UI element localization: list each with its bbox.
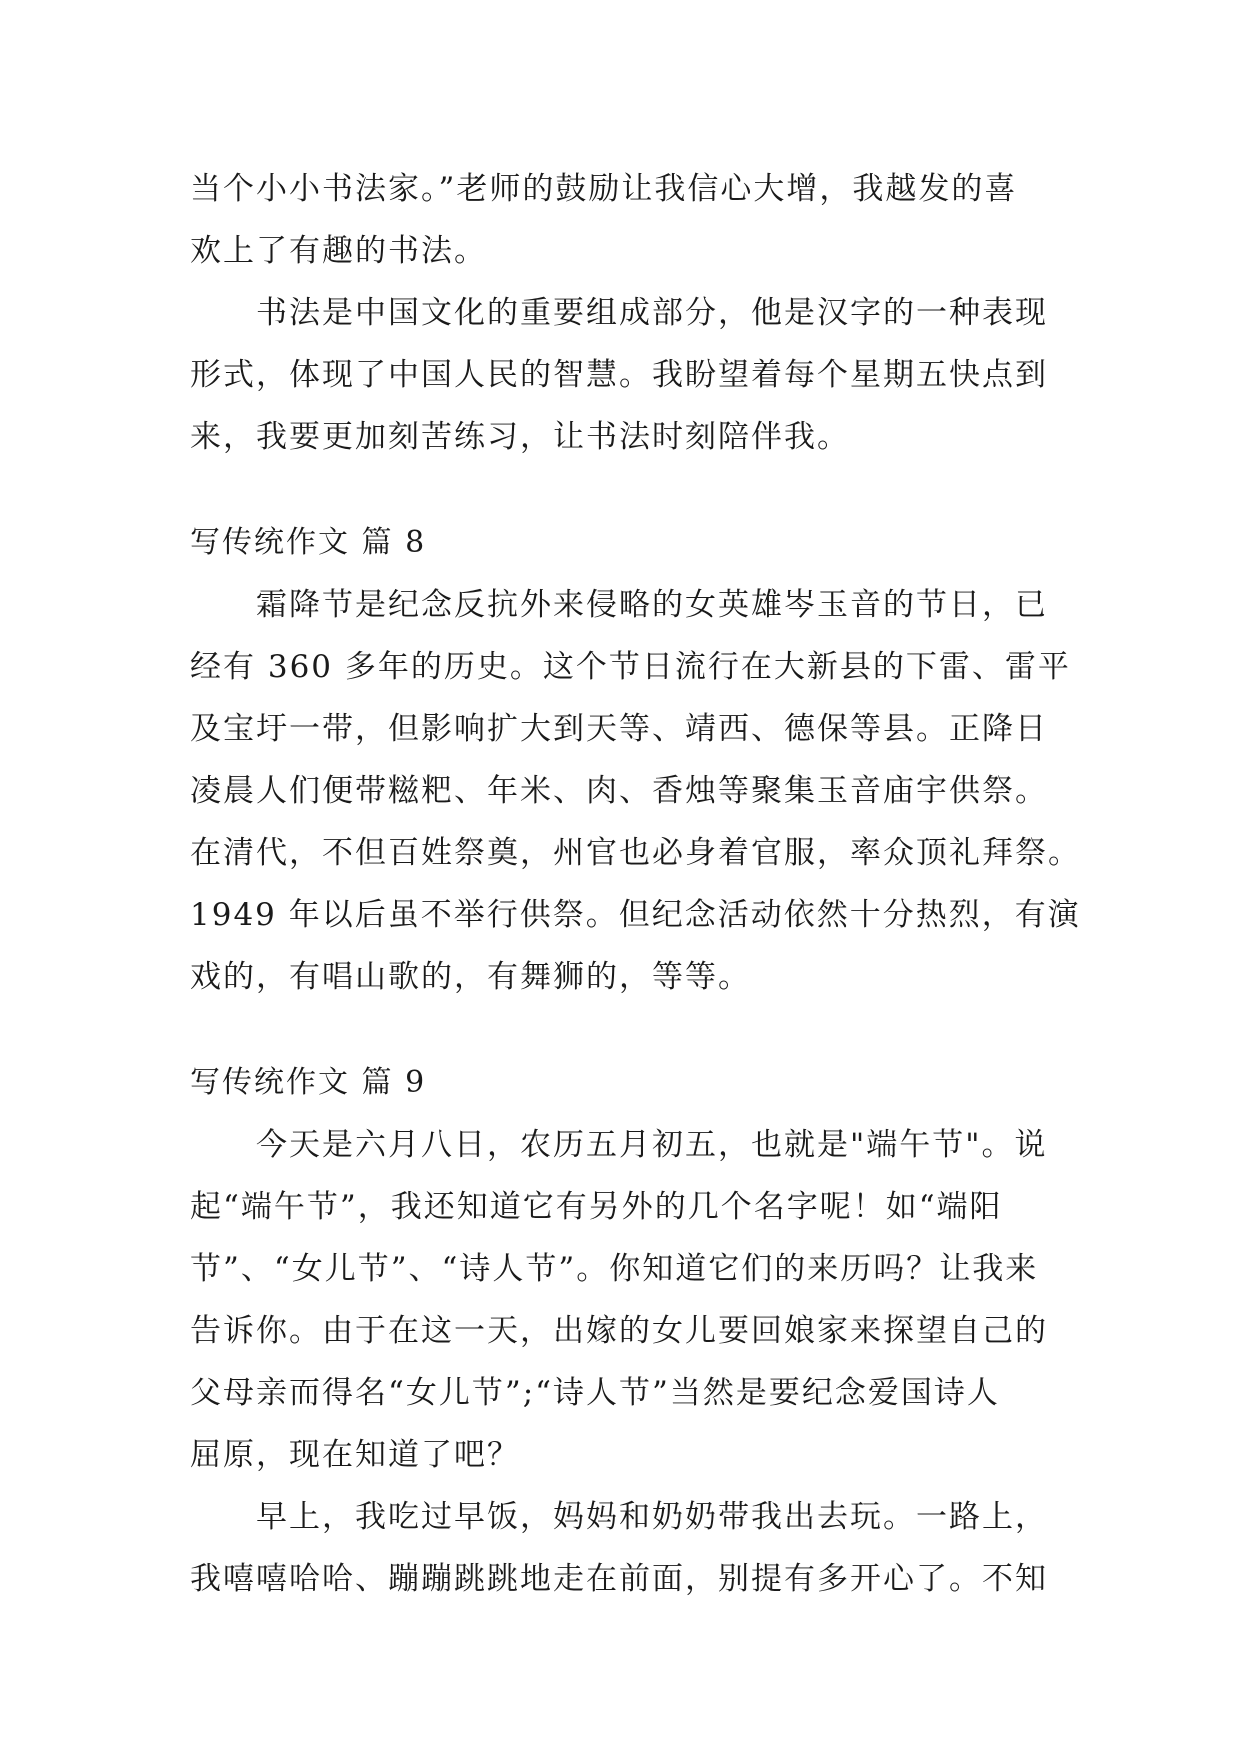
paragraph-dragon-boat bbox=[190, 1114, 1070, 1486]
paragraph-frost-festival bbox=[190, 574, 1081, 1008]
text-line: 经有 360 多年的历史。这个节日流行在大新县的下雷、雷平 bbox=[190, 649, 1071, 685]
text-line: 1949 年以后虽不举行供祭。但纪念活动依然十分热烈，有演 bbox=[190, 897, 1081, 933]
paragraph-morning-outing bbox=[190, 1486, 1070, 1610]
document-body bbox=[190, 158, 1081, 1610]
text-line: 节”、“女儿节”、“诗人节”。你知道它们的来历吗？让我来 bbox=[190, 1251, 1039, 1287]
text-line: 书法是中国文化的重要组成部分，他是汉字的一种表现 bbox=[256, 295, 1048, 331]
text-line: 早上，我吃过早饭，妈妈和奶奶带我出去玩。一路上， bbox=[256, 1499, 1048, 1535]
paragraph-continuation bbox=[190, 158, 1070, 282]
text-line: 凌晨人们便带糍粑、年米、肉、香烛等聚集玉音庙宇供祭。 bbox=[190, 773, 1048, 809]
text-line: 父母亲而得名“女儿节”;“诗人节”当然是要纪念爱国诗人 bbox=[190, 1375, 1000, 1411]
text-line: 来，我要更加刻苦练习，让书法时刻陪伴我。 bbox=[190, 419, 850, 455]
text-line: 戏的，有唱山歌的，有舞狮的，等等。 bbox=[190, 959, 751, 995]
text-line: 欢上了有趣的书法。 bbox=[190, 233, 487, 269]
section-gap bbox=[190, 468, 1070, 512]
text-line: 及宝圩一带，但影响扩大到天等、靖西、德保等县。正降日 bbox=[190, 711, 1048, 747]
text-line: 形式，体现了中国人民的智慧。我盼望着每个星期五快点到 bbox=[190, 357, 1048, 393]
text-line: 当个小小书法家。”老师的鼓励让我信心大增，我越发的喜 bbox=[190, 171, 1018, 207]
text-line: 我嘻嘻哈哈、蹦蹦跳跳地走在前面，别提有多开心了。不知 bbox=[190, 1561, 1048, 1597]
text-line: 今天是六月八日，农历五月初五，也就是"端午节"。说 bbox=[256, 1127, 1048, 1163]
text-line: 霜降节是纪念反抗外来侵略的女英雄岑玉音的节日，已 bbox=[256, 587, 1048, 623]
section-heading-9: 写传统作文 篇 9 bbox=[190, 1065, 427, 1100]
section-gap bbox=[190, 1008, 1070, 1052]
text-line: 在清代，不但百姓祭奠，州官也必身着官服，率众顶礼拜祭。 bbox=[190, 835, 1081, 871]
text-line: 告诉你。由于在这一天，出嫁的女儿要回娘家来探望自己的 bbox=[190, 1313, 1048, 1349]
section-heading-8: 写传统作文 篇 8 bbox=[190, 525, 427, 560]
paragraph-calligraphy bbox=[190, 282, 1070, 468]
text-line: 屈原，现在知道了吧？ bbox=[190, 1437, 520, 1473]
text-line: 起“端午节”，我还知道它有另外的几个名字呢！如“端阳 bbox=[190, 1189, 1003, 1225]
